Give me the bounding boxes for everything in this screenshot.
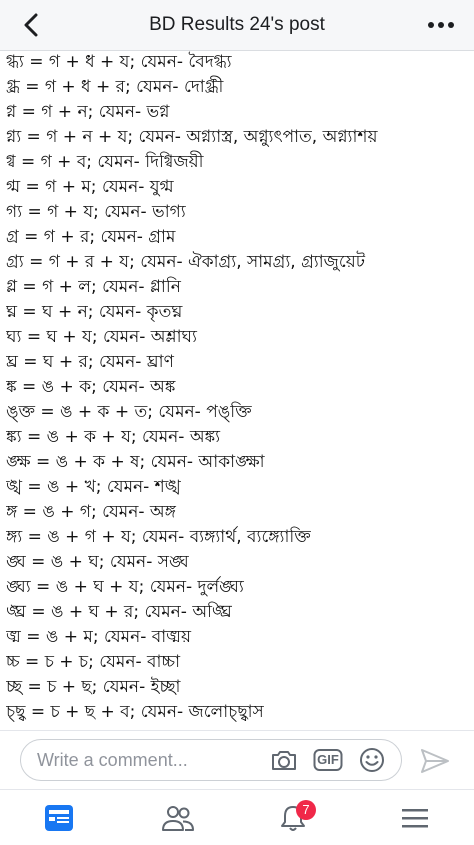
camera-icon [270, 748, 298, 772]
chevron-left-icon [23, 13, 39, 37]
post-line: ঙ্ম = ঙ + ম; যেমন- বাঙ্ময় [6, 627, 191, 647]
page-title: BD Results 24's post [149, 14, 325, 35]
post-content [0, 51, 474, 729]
post-line: গ্ধ্র = গ + ধ + র; যেমন- দোগ্ধ্রী [6, 77, 224, 97]
post-line: ঙ্ক্য = ঙ + ক + য; যেমন- অঙ্ক্য [6, 427, 221, 447]
bottom-tab-bar [0, 789, 474, 845]
gif-button[interactable] [311, 746, 345, 774]
comment-composer [0, 730, 474, 789]
send-button[interactable] [418, 747, 452, 775]
tab-notifications[interactable] [268, 798, 318, 838]
tab-menu[interactable] [390, 798, 440, 838]
more-options-button[interactable] [424, 14, 458, 36]
post-line: গ্ম = গ + ম; যেমন- যুগ্ম [6, 177, 174, 197]
post-line: চ্ছ = চ + ছ; যেমন- ইচ্ছা [6, 677, 181, 697]
ellipsis-icon [427, 21, 455, 29]
post-line: ঙ্গ্য = ঙ + গ + য; যেমন- ব্যঙ্গ্যার্থ, ব্যঙ্গ্যোক্তি [6, 527, 311, 547]
post-line: ঘ্ন = ঘ + ন; যেমন- কৃতঘ্ন [6, 302, 183, 322]
tab-friends[interactable] [153, 798, 203, 838]
post-line: ঙ্ঘ্য = ঙ + ঘ + য; যেমন- দুর্লঙ্ঘ্য [6, 577, 244, 597]
post-line: ঙ্ঘ = ঙ + ঘ; যেমন- সঙ্ঘ [6, 552, 189, 572]
gif-label: GIF [317, 752, 339, 767]
comment-input[interactable] [35, 740, 269, 781]
post-line: গ্ব = গ + ব; যেমন- দিগ্বিজয়ী [6, 152, 204, 172]
post-line: চ্চ = চ + চ; যেমন- বাচ্চা [6, 652, 180, 672]
post-line: গ্ধ্য = গ + ধ + য; যেমন- বৈদগ্ধ্য [6, 52, 232, 72]
hamburger-menu-icon [400, 806, 430, 830]
news-feed-icon [44, 804, 74, 832]
post-line: ঙ্খ = ঙ + খ; যেমন- শঙ্খ [6, 477, 181, 497]
friends-icon [161, 804, 195, 832]
post-line: গ্য = গ + য; যেমন- ভাগ্য [6, 202, 186, 222]
post-line: ঘ্য = ঘ + য; যেমন- অশ্লাঘ্য [6, 327, 197, 347]
comment-box[interactable] [20, 739, 402, 781]
post-line: গ্র = গ + র; যেমন- গ্রাম [6, 227, 176, 247]
send-icon [420, 748, 450, 774]
smiley-icon [359, 747, 385, 773]
post-line: গ্র্য = গ + র + য; যেমন- ঐকাগ্র্য, সামগ্র্য, গ্র্যাজুয়েট [6, 252, 365, 272]
top-bar [0, 0, 474, 51]
post-line: গ্ন্য = গ + ন + য; যেমন- অগ্ন্যাস্ত্র, অগ্ন্যুৎপাত, অগ্ন্যাশয় [6, 127, 378, 147]
post-line: ঙ্‌ক্ত = ঙ + ক + ত; যেমন- পঙ্‌ক্তি [6, 402, 252, 422]
emoji-button[interactable] [357, 746, 387, 774]
post-line: চ্ছ্ব = চ + ছ + ব; যেমন- জলোচ্ছ্বাস [6, 702, 264, 722]
post-line: ঙ্গ = ঙ + গ; যেমন- অঙ্গ [6, 502, 176, 522]
camera-button[interactable] [269, 746, 299, 774]
post-line: ঙ্ঘ্র = ঙ + ঘ + র; যেমন- অঙ্ঘ্রি [6, 602, 232, 622]
notification-badge: 7 [296, 800, 316, 820]
post-line: গ্ল = গ + ল; যেমন- গ্লানি [6, 277, 181, 297]
post-line: ঙ্ক = ঙ + ক; যেমন- অঙ্ক [6, 377, 176, 397]
tab-news-feed[interactable] [34, 798, 84, 838]
post-line: ঘ্র = ঘ + র; যেমন- ঘ্রাণ [6, 352, 174, 372]
back-button[interactable] [14, 8, 48, 42]
post-line: গ্ন = গ + ন; যেমন- ভগ্ন [6, 102, 170, 122]
post-line: ঙ্ক্ষ = ঙ + ক + ষ; যেমন- আকাঙ্ক্ষা [6, 452, 265, 472]
